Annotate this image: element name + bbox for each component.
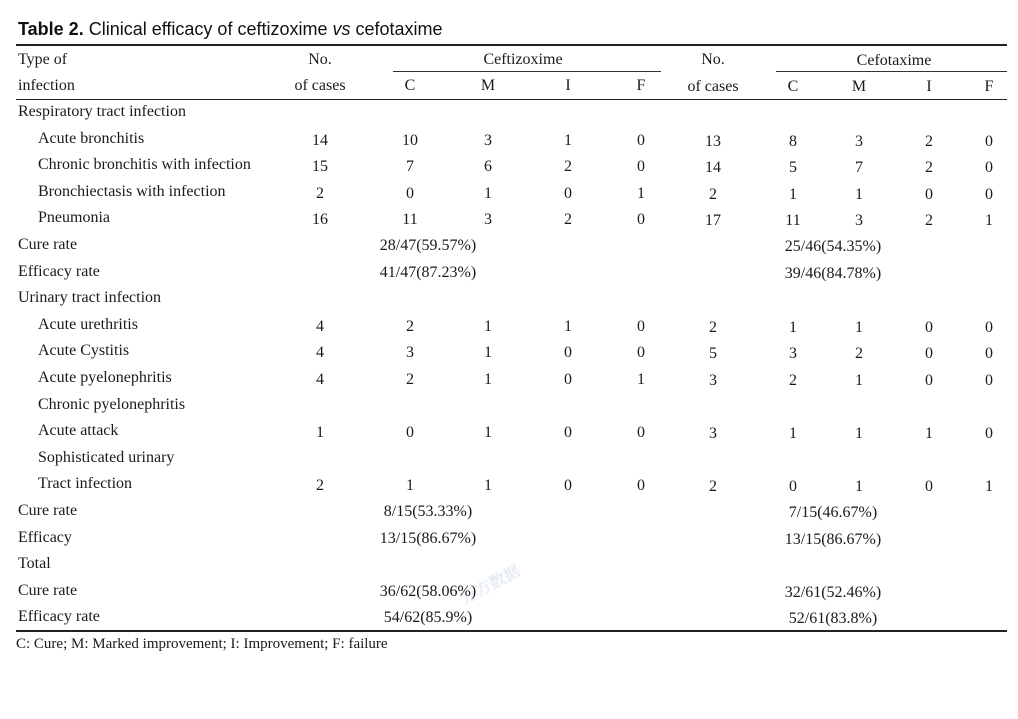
cefotaxime-m: 1 <box>855 478 863 495</box>
section-label: Total <box>18 555 51 572</box>
header-rule <box>16 99 1007 100</box>
cefotaxime-m: 7 <box>855 159 863 176</box>
ceftizoxime-c: 7 <box>406 158 414 175</box>
rate-label: Cure rate <box>18 582 78 599</box>
cefotaxime-i: 0 <box>925 478 933 495</box>
header-type-line1: Type of <box>18 51 68 68</box>
ceftizoxime-i: 0 <box>564 371 572 388</box>
ceftizoxime-f: 1 <box>637 185 645 202</box>
row-label: Acute pyelonephritis <box>38 369 172 386</box>
header-cases-line1: No. <box>308 51 332 68</box>
header-cases-line2: of cases <box>294 77 346 94</box>
row-label: Acute Cystitis <box>38 342 130 359</box>
caption-label: Table 2. <box>18 19 84 39</box>
ceftizoxime-i: 0 <box>564 344 572 361</box>
top-rule <box>16 44 1007 46</box>
ceftizoxime-cases: 15 <box>312 158 328 175</box>
cefotaxime-i: 0 <box>925 319 933 336</box>
cefotaxime-i: 0 <box>925 345 933 362</box>
cefotaxime-c: 3 <box>789 345 797 362</box>
ceftizoxime-rate: 36/62(58.06%) <box>379 583 477 600</box>
ceftizoxime-span-rule <box>393 71 661 72</box>
footnote: C: Cure; M: Marked improvement; I: Improvement; F: failure <box>16 636 388 652</box>
cefotaxime-m: 3 <box>855 212 863 229</box>
cefotaxime-m: 1 <box>855 186 863 203</box>
ceftizoxime-c: 3 <box>406 344 414 361</box>
cefotaxime-i: 1 <box>925 425 933 442</box>
ceftizoxime-i: 2 <box>564 158 572 175</box>
ceftizoxime-c: 11 <box>402 211 418 228</box>
header-cases-line1: No. <box>701 51 725 68</box>
watermark: 万方数据 <box>457 560 524 608</box>
ceftizoxime-cases: 4 <box>316 344 324 361</box>
header-col-i: I <box>926 78 932 95</box>
cefotaxime-cases: 5 <box>709 345 717 362</box>
header-col-i: I <box>565 77 571 94</box>
ceftizoxime-m: 1 <box>484 371 492 388</box>
cefotaxime-f: 0 <box>985 186 993 203</box>
ceftizoxime-cases: 16 <box>312 211 328 228</box>
ceftizoxime-c: 0 <box>406 185 414 202</box>
table-caption <box>18 19 443 40</box>
ceftizoxime-i: 1 <box>564 132 572 149</box>
header-type-line2: infection <box>18 77 75 94</box>
cefotaxime-cases: 17 <box>705 212 721 229</box>
cefotaxime-c: 1 <box>789 186 797 203</box>
section-label: Respiratory tract infection <box>18 103 186 120</box>
ceftizoxime-f: 0 <box>637 477 645 494</box>
row-label: Acute attack <box>38 422 119 439</box>
header-col-f: F <box>984 78 994 95</box>
ceftizoxime-c: 1 <box>406 477 414 494</box>
ceftizoxime-m: 1 <box>484 185 492 202</box>
row-label: Bronchiectasis with infection <box>38 183 226 200</box>
ceftizoxime-rate: 28/47(59.57%) <box>379 237 477 254</box>
ceftizoxime-c: 10 <box>402 132 418 149</box>
ceftizoxime-rate: 13/15(86.67%) <box>379 530 477 547</box>
ceftizoxime-m: 1 <box>484 424 492 441</box>
header-group-ceftizoxime: Ceftizoxime <box>483 51 563 68</box>
header-col-f: F <box>636 77 646 94</box>
section-label: Urinary tract infection <box>18 289 162 306</box>
row-label: Chronic bronchitis with infection <box>38 156 251 173</box>
cefotaxime-c: 8 <box>789 133 797 150</box>
cefotaxime-c: 1 <box>789 319 797 336</box>
row-label: Tract infection <box>38 475 133 492</box>
ceftizoxime-m: 3 <box>484 211 492 228</box>
cefotaxime-span-rule <box>776 71 1007 72</box>
cefotaxime-c: 11 <box>785 212 801 229</box>
header-col-m: M <box>851 78 867 95</box>
cefotaxime-f: 0 <box>985 133 993 150</box>
ceftizoxime-cases: 2 <box>316 477 324 494</box>
cefotaxime-f: 0 <box>985 425 993 442</box>
cefotaxime-cases: 2 <box>709 186 717 203</box>
ceftizoxime-f: 0 <box>637 132 645 149</box>
row-label: Pneumonia <box>38 209 110 226</box>
caption-vs: vs <box>332 19 351 39</box>
cefotaxime-m: 1 <box>855 425 863 442</box>
cefotaxime-cases: 3 <box>709 372 717 389</box>
ceftizoxime-f: 0 <box>637 344 645 361</box>
ceftizoxime-rate: 41/47(87.23%) <box>379 264 477 281</box>
caption-text-after: cefotaxime <box>350 19 443 39</box>
ceftizoxime-cases: 4 <box>316 318 324 335</box>
cefotaxime-rate: 25/46(54.35%) <box>784 238 882 255</box>
ceftizoxime-f: 0 <box>637 424 645 441</box>
rate-label: Efficacy <box>18 529 72 546</box>
ceftizoxime-c: 2 <box>406 371 414 388</box>
cefotaxime-cases: 13 <box>705 133 721 150</box>
header-group-cefotaxime: Cefotaxime <box>856 52 932 69</box>
rate-label: Cure rate <box>18 236 78 253</box>
ceftizoxime-m: 1 <box>484 344 492 361</box>
cefotaxime-rate: 7/15(46.67%) <box>788 504 878 521</box>
row-label: Acute urethritis <box>38 316 138 333</box>
cefotaxime-c: 5 <box>789 159 797 176</box>
cefotaxime-i: 2 <box>925 159 933 176</box>
cefotaxime-c: 2 <box>789 372 797 389</box>
rate-label: Efficacy rate <box>18 608 100 625</box>
cefotaxime-rate: 39/46(84.78%) <box>784 265 882 282</box>
cefotaxime-i: 0 <box>925 372 933 389</box>
cefotaxime-c: 0 <box>789 478 797 495</box>
ceftizoxime-i: 0 <box>564 185 572 202</box>
ceftizoxime-m: 1 <box>484 477 492 494</box>
cefotaxime-f: 0 <box>985 159 993 176</box>
ceftizoxime-c: 2 <box>406 318 414 335</box>
cefotaxime-cases: 14 <box>705 159 721 176</box>
ceftizoxime-rate: 8/15(53.33%) <box>383 503 473 520</box>
subsection-label: Chronic pyelonephritis <box>38 396 186 413</box>
cefotaxime-m: 3 <box>855 133 863 150</box>
cefotaxime-cases: 2 <box>709 319 717 336</box>
cefotaxime-cases: 3 <box>709 425 717 442</box>
ceftizoxime-i: 2 <box>564 211 572 228</box>
cefotaxime-f: 1 <box>985 212 993 229</box>
ceftizoxime-i: 1 <box>564 318 572 335</box>
bottom-rule <box>16 630 1007 632</box>
ceftizoxime-f: 0 <box>637 211 645 228</box>
rate-label: Cure rate <box>18 502 78 519</box>
ceftizoxime-cases: 2 <box>316 185 324 202</box>
header-col-m: M <box>480 77 496 94</box>
cefotaxime-rate: 13/15(86.67%) <box>784 531 882 548</box>
ceftizoxime-f: 0 <box>637 318 645 335</box>
cefotaxime-f: 0 <box>985 345 993 362</box>
cefotaxime-cases: 2 <box>709 478 717 495</box>
subsection-label: Sophisticated urinary <box>38 449 175 466</box>
cefotaxime-m: 2 <box>855 345 863 362</box>
cefotaxime-rate: 52/61(83.8%) <box>788 610 878 627</box>
rate-label: Efficacy rate <box>18 263 100 280</box>
caption-text-before: Clinical efficacy of ceftizoxime <box>88 19 333 39</box>
ceftizoxime-i: 0 <box>564 424 572 441</box>
cefotaxime-i: 2 <box>925 212 933 229</box>
ceftizoxime-c: 0 <box>406 424 414 441</box>
ceftizoxime-i: 0 <box>564 477 572 494</box>
row-label: Acute bronchitis <box>38 130 145 147</box>
ceftizoxime-cases: 1 <box>316 424 324 441</box>
cefotaxime-m: 1 <box>855 372 863 389</box>
cefotaxime-m: 1 <box>855 319 863 336</box>
ceftizoxime-cases: 14 <box>312 132 328 149</box>
ceftizoxime-f: 0 <box>637 158 645 175</box>
ceftizoxime-m: 3 <box>484 132 492 149</box>
cefotaxime-f: 0 <box>985 372 993 389</box>
cefotaxime-f: 1 <box>985 478 993 495</box>
ceftizoxime-m: 6 <box>484 158 492 175</box>
cefotaxime-rate: 32/61(52.46%) <box>784 584 882 601</box>
ceftizoxime-m: 1 <box>484 318 492 335</box>
cefotaxime-i: 2 <box>925 133 933 150</box>
header-col-c: C <box>787 78 799 95</box>
ceftizoxime-cases: 4 <box>316 371 324 388</box>
header-cases-line2: of cases <box>687 78 739 95</box>
ceftizoxime-f: 1 <box>637 371 645 388</box>
cefotaxime-f: 0 <box>985 319 993 336</box>
header-col-c: C <box>404 77 416 94</box>
ceftizoxime-rate: 54/62(85.9%) <box>383 609 473 626</box>
cefotaxime-c: 1 <box>789 425 797 442</box>
cefotaxime-i: 0 <box>925 186 933 203</box>
